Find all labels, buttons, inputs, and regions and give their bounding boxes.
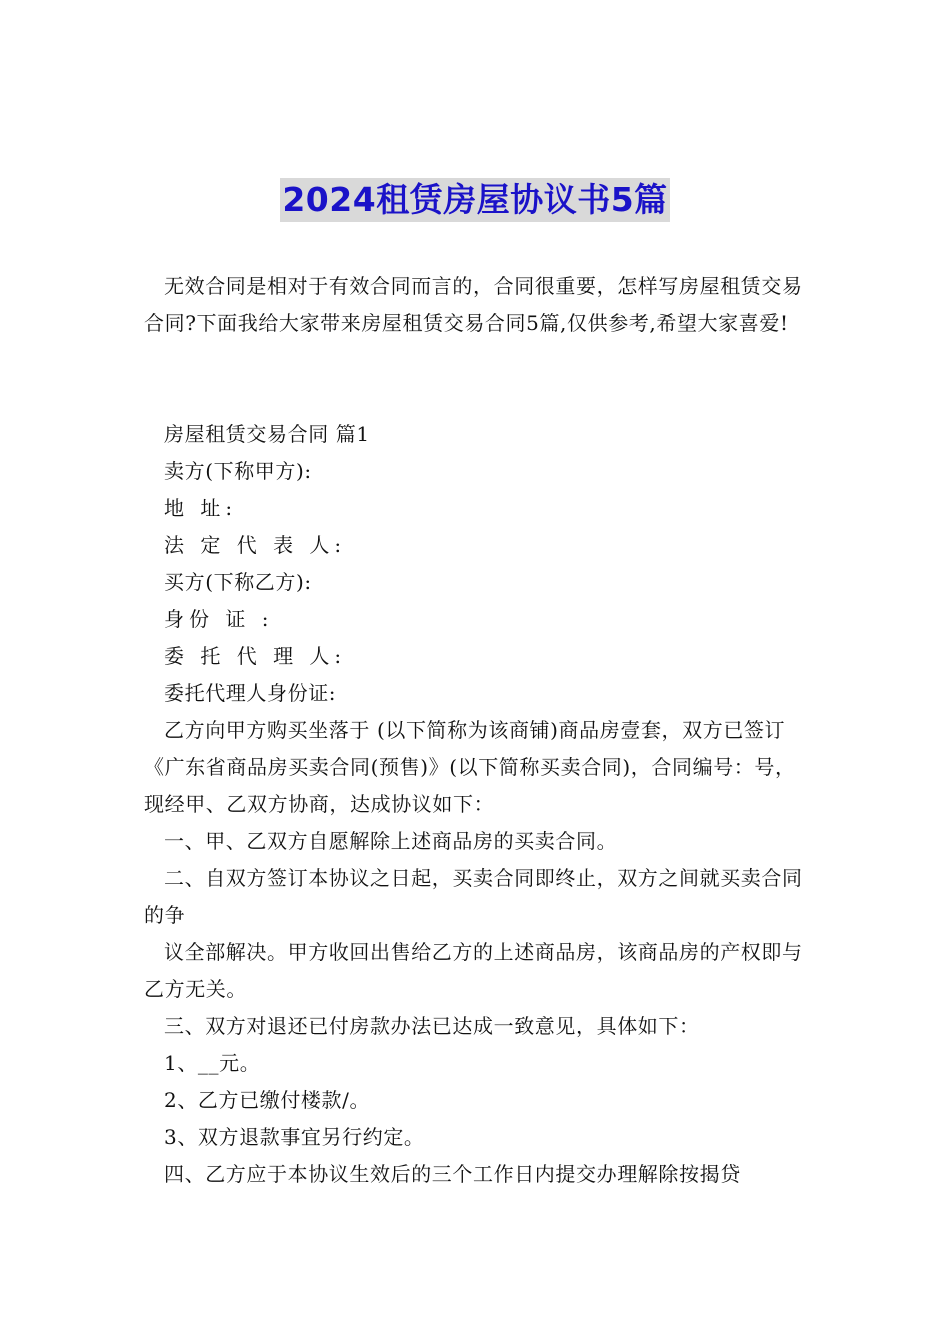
clause-1: 一、甲、乙双方自愿解除上述商品房的买卖合同。 — [164, 829, 618, 853]
clause-4: 四、乙方应于本协议生效后的三个工作日内提交办理解除按揭贷 — [164, 1162, 741, 1186]
agent-line: 委 托 代 理 人: — [164, 644, 347, 668]
purchase-paragraph: 乙方向甲方购买坐落于 (以下简称为该商铺)商品房壹套，双方已签订《广东省商品房买卖合同(预售)》(以下简称买卖合同)，合同编号：号，现经甲、乙双方协商，达成协议如下： — [144, 718, 796, 816]
document-title: 2024租赁房屋协议书5篇 — [280, 178, 669, 222]
clause-3-item-1: 1、__元。 — [164, 1051, 261, 1075]
clause-3-item-3: 3、双方退款事宜另行约定。 — [164, 1125, 425, 1149]
buyer-line: 买方(下称乙方): — [164, 570, 312, 594]
clause-2-continued: 议全部解决。甲方收回出售给乙方的上述商品房，该商品房的产权即与乙方无关。 — [144, 940, 803, 1001]
intro-paragraph: 无效合同是相对于有效合同而言的，合同很重要，怎样写房屋租赁交易合同?下面我给大家带来房屋租赁交易合同5篇,仅供参考,希望大家喜爱! — [144, 274, 803, 335]
clause-3-item-2: 2、乙方已缴付楼款/。 — [164, 1088, 371, 1112]
contract-body — [144, 416, 808, 1193]
legal-representative-line: 法 定 代 表 人: — [164, 533, 347, 557]
title-container — [0, 178, 950, 222]
seller-line: 卖方(下称甲方): — [164, 459, 312, 483]
id-card-line: 身份 证 : — [164, 607, 274, 631]
clause-3: 三、双方对退还已付房款办法已达成一致意见，具体如下： — [164, 1014, 700, 1038]
address-line: 地 址: — [164, 496, 238, 520]
contract-heading: 房屋租赁交易合同 篇1 — [164, 422, 370, 446]
intro-section — [144, 268, 808, 342]
clause-2: 二、自双方签订本协议之日起，买卖合同即终止，双方之间就买卖合同的争 — [144, 866, 803, 927]
agent-id-line: 委托代理人身份证: — [164, 681, 337, 705]
